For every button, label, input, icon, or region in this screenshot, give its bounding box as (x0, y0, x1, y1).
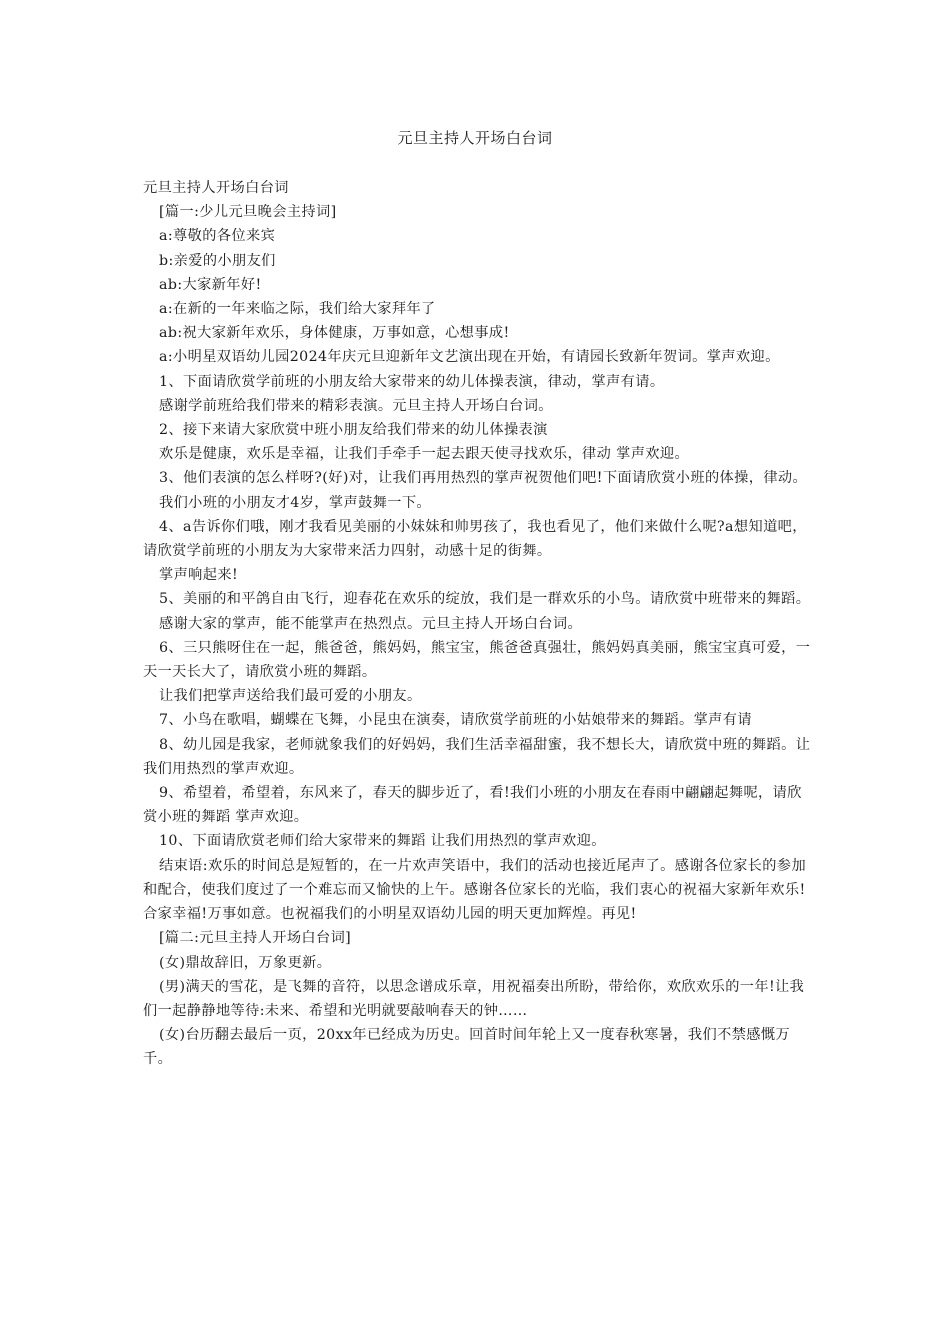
paragraph: b:亲爱的小朋友们 (159, 252, 276, 269)
paragraph: a:小明星双语幼儿园2024年庆元旦迎新年文艺演出现在开始，有请园长致新年贺词。掌声欢迎。 (159, 349, 780, 366)
paragraph: 让我们把掌声送给我们最可爱的小朋友。 (159, 688, 422, 705)
paragraph: 欢乐是健康，欢乐是幸福，让我们手牵手一起去跟天使寻找欢乐，律动 掌声欢迎。 (159, 446, 690, 463)
section-heading-1: [篇一:少儿元旦晚会主持词] (159, 204, 337, 221)
document-title: 元旦主持人开场白台词 (397, 129, 553, 147)
paragraph: (女)鼎故辞旧，万象更新。 (159, 954, 332, 971)
paragraph: 掌声响起来! (159, 567, 239, 584)
paragraph: ab:大家新年好! (159, 276, 262, 293)
paragraph: 8、幼儿园是我家，老师就象我们的好妈妈，我们生活幸福甜蜜，我不想长大，请欣赏中班的舞蹈。让我们用热烈的掌声欢迎。 (143, 736, 811, 777)
paragraph: 3、他们表演的怎么样呀?(好)对，让我们再用热烈的掌声祝贺他们吧!下面请欣赏小班的体操，律动。 (159, 470, 808, 487)
paragraph: 4、a告诉你们哦，刚才我看见美丽的小妹妹和帅男孩了，我也看见了，他们来做什么呢?a想知道吧，请欣赏学前班的小朋友为大家带来活力四射，动感十足的街舞。 (143, 518, 807, 560)
paragraph: 9、希望着，希望着，东风来了，春天的脚步近了，看!我们小班的小朋友在春雨中翩翩起舞呢，请欣赏小班的舞蹈 掌声欢迎。 (143, 785, 802, 826)
paragraph: 我们小班的小朋友才4岁，掌声鼓舞一下。 (159, 494, 432, 511)
paragraph: 结束语:欢乐的时间总是短暂的，在一片欢声笑语中，我们的活动也接近尾声了。感谢各位家长的参加和配合，使我们度过了一个难忘而又愉快的上午。感谢各位家长的光临，我们衷心的祝福大家新年欢乐!合家幸福!万事如意。也祝福我们的小明星双语幼儿园的明天更加辉煌。再见! (143, 857, 807, 923)
paragraph: 2、接下来请大家欣赏中班小朋友给我们带来的幼儿体操表演 (159, 422, 548, 439)
paragraph: a:尊敬的各位来宾 (159, 228, 276, 245)
paragraph: 5、美丽的和平鸽自由飞行，迎春花在欢乐的绽放，我们是一群欢乐的小鸟。请欣赏中班带来的舞蹈。 (159, 591, 811, 608)
paragraph: ab:祝大家新年欢乐，身体健康，万事如意，心想事成! (159, 325, 510, 342)
paragraph: 感谢大家的掌声，能不能掌声在热烈点。元旦主持人开场白台词。 (159, 615, 583, 632)
paragraph: 6、三只熊呀住在一起，熊爸爸，熊妈妈，熊宝宝，熊爸爸真强壮，熊妈妈真美丽，熊宝宝真可爱，一天一天长大了，请欣赏小班的舞蹈。 (143, 639, 811, 681)
paragraph: 10、下面请欣赏老师们给大家带来的舞蹈 让我们用热烈的掌声欢迎。 (159, 833, 606, 850)
paragraph: (女)台历翻去最后一页，20xx年已经成为历史。回首时间年轮上又一度春秋寒暑，我们不禁感慨万千。 (143, 1027, 791, 1068)
paragraph: a:在新的一年来临之际，我们给大家拜年了 (159, 301, 436, 318)
section-heading-2: [篇二:元旦主持人开场白台词] (159, 930, 352, 947)
paragraph: 7、小鸟在歌唱，蝴蝶在飞舞，小昆虫在演奏，请欣赏学前班的小姑娘带来的舞蹈。掌声有请 (159, 712, 752, 729)
paragraph: 感谢学前班给我们带来的精彩表演。元旦主持人开场白台词。 (159, 397, 553, 414)
paragraph: 1、下面请欣赏学前班的小朋友给大家带来的幼儿体操表演，律动，掌声有请。 (159, 373, 665, 390)
paragraph: (男)满天的雪花，是飞舞的音符，以思念谱成乐章，用祝福奏出所盼，带给你，欢欣欢乐的一年!让我们一起静静地等待:未来、希望和光明就要敲响春天的钟…… (143, 978, 805, 1019)
paragraph-heading: 元旦主持人开场白台词 (143, 180, 289, 196)
document-body (143, 176, 815, 1072)
